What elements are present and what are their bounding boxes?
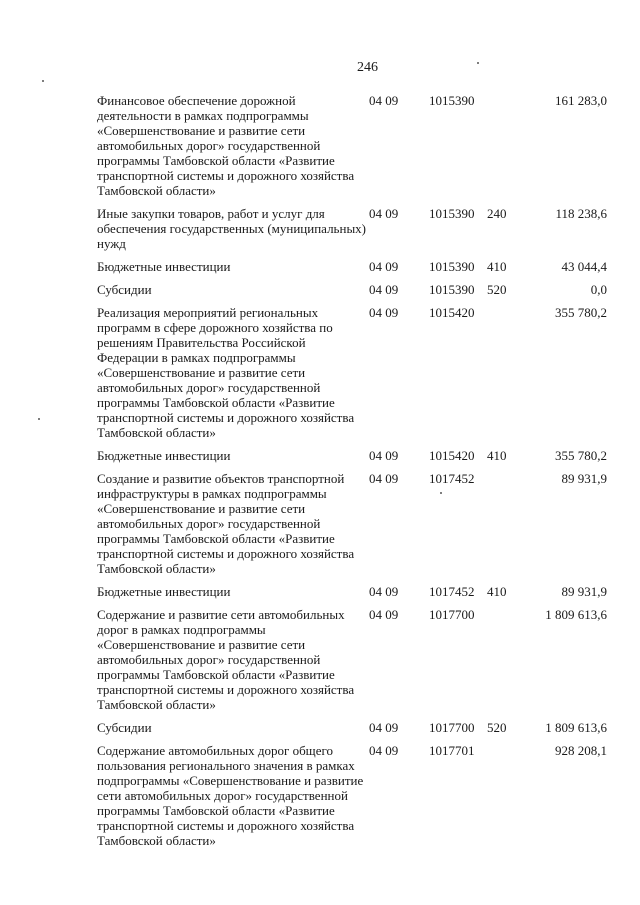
row-expense-type bbox=[487, 607, 527, 720]
row-expense-type bbox=[487, 93, 527, 206]
row-name: Финансовое обеспечение дорожной деятельности в рамках подпрограммы «Совершенствование и развитие сети автомобильных дорог» государственной программы Тамбовской области «Развитие транспортной системы и дорожного хозяйства Тамбовской области» bbox=[97, 93, 355, 198]
table-row bbox=[97, 259, 607, 282]
row-name: Создание и развитие объектов транспортной инфраструктуры в рамках подпрограммы «Совершенствование и развитие сети автомобильных дорог» государственной программы Тамбовской области «Развитие транспортной системы и дорожного хозяйства Тамбовской области» bbox=[97, 471, 355, 576]
budget-table-body bbox=[97, 93, 607, 856]
table-row bbox=[97, 305, 607, 448]
row-target-code: 1017452 bbox=[429, 471, 475, 486]
row-expense-type: 240 bbox=[487, 206, 507, 221]
row-expense-type: 520 bbox=[487, 720, 507, 735]
page-number-text: 246 bbox=[357, 60, 378, 75]
row-name: Субсидии bbox=[97, 720, 152, 735]
row-target-code: 1015420 bbox=[429, 305, 475, 320]
row-expense-type: 410 bbox=[487, 448, 507, 463]
row-section-code: 04 09 bbox=[369, 206, 399, 221]
table-row bbox=[97, 607, 607, 720]
row-expense-type: 520 bbox=[487, 282, 507, 297]
row-section-code: 04 09 bbox=[369, 93, 399, 108]
row-amount: 1 809 613,6 bbox=[545, 607, 607, 622]
row-amount: 928 208,1 bbox=[555, 743, 607, 758]
row-name: Бюджетные инвестиции bbox=[97, 448, 231, 463]
row-section-code: 04 09 bbox=[369, 720, 399, 735]
row-target-code: 1017700 bbox=[429, 607, 475, 622]
row-name: Субсидии bbox=[97, 282, 152, 297]
row-expense-type: 410 bbox=[487, 259, 507, 274]
table-row bbox=[97, 282, 607, 305]
scan-speck bbox=[38, 418, 40, 420]
row-section-code: 04 09 bbox=[369, 305, 399, 320]
row-amount: 0,0 bbox=[590, 282, 607, 297]
row-section-code: 04 09 bbox=[369, 743, 399, 758]
row-expense-type bbox=[487, 305, 527, 448]
scan-speck bbox=[42, 80, 44, 82]
table-row bbox=[97, 448, 607, 471]
row-target-code: 1015390 bbox=[429, 206, 475, 221]
row-name: Содержание автомобильных дорог общего пользования регионального значения в рамках подпрограммы «Совершенствование и развитие сети автомобильных дорог» государственной программы Тамбовской области «Развитие транспортной системы и дорожного хозяйства Тамбовской области» bbox=[97, 743, 364, 848]
table-row bbox=[97, 93, 607, 206]
row-amount: 1 809 613,6 bbox=[545, 720, 607, 735]
row-target-code: 1017700 bbox=[429, 720, 475, 735]
row-target-code: 1015390 bbox=[429, 93, 475, 108]
row-target-code: 1017452 bbox=[429, 584, 475, 599]
row-amount: 89 931,9 bbox=[561, 584, 607, 599]
row-amount: 118 238,6 bbox=[555, 206, 607, 221]
row-section-code: 04 09 bbox=[369, 584, 399, 599]
row-expense-type bbox=[487, 743, 527, 856]
row-amount: 43 044,4 bbox=[561, 259, 607, 274]
row-amount: 161 283,0 bbox=[555, 93, 607, 108]
row-name: Реализация мероприятий региональных программ в сфере дорожного хозяйства по решениям Правительства Российской Федерации в рамках подпрограммы «Совершенствование и развитие сети автомобильных дорог» государственной программы Тамбовской области «Развитие транспортной системы и дорожного хозяйства Тамбовской области» bbox=[97, 305, 355, 440]
table-row bbox=[97, 584, 607, 607]
row-target-code: 1015420 bbox=[429, 448, 475, 463]
row-target-code: 1017701 bbox=[429, 743, 475, 758]
row-amount: 355 780,2 bbox=[555, 305, 607, 320]
page-number bbox=[0, 60, 640, 76]
row-name: Иные закупки товаров, работ и услуг для обеспечения государственных (муниципальных) нужд bbox=[97, 206, 367, 251]
row-target-code: 1015390 bbox=[429, 259, 475, 274]
row-name: Бюджетные инвестиции bbox=[97, 584, 231, 599]
row-expense-type bbox=[487, 471, 527, 584]
row-section-code: 04 09 bbox=[369, 259, 399, 274]
row-section-code: 04 09 bbox=[369, 448, 399, 463]
row-amount: 89 931,9 bbox=[561, 471, 607, 486]
row-section-code: 04 09 bbox=[369, 471, 399, 486]
row-section-code: 04 09 bbox=[369, 607, 399, 622]
row-section-code: 04 09 bbox=[369, 282, 399, 297]
table-row bbox=[97, 206, 607, 259]
row-name: Содержание и развитие сети автомобильных дорог в рамках подпрограммы «Совершенствование и развитие сети автомобильных дорог» государственной программы Тамбовской области «Развитие транспортной системы и дорожного хозяйства Тамбовской области» bbox=[97, 607, 355, 712]
budget-table bbox=[97, 93, 607, 856]
scan-speck bbox=[477, 62, 479, 64]
row-expense-type: 410 bbox=[487, 584, 507, 599]
row-target-code: 1015390 bbox=[429, 282, 475, 297]
table-row bbox=[97, 743, 607, 856]
table-row bbox=[97, 720, 607, 743]
table-row bbox=[97, 471, 607, 584]
row-amount: 355 780,2 bbox=[555, 448, 607, 463]
row-name: Бюджетные инвестиции bbox=[97, 259, 231, 274]
